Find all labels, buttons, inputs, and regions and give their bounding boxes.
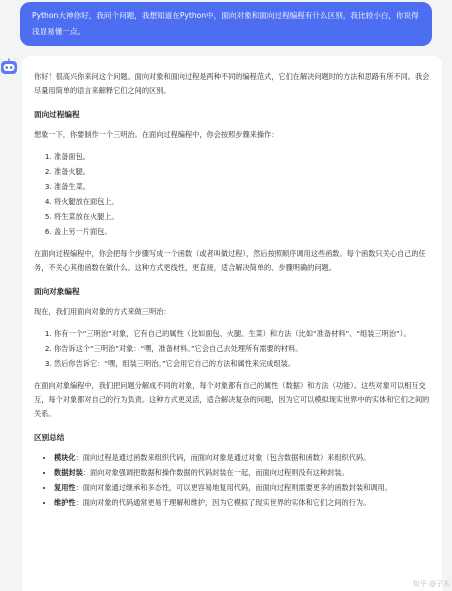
oop-lead: 现在，我们用面向对象的方式来做三明治： — [34, 307, 171, 316]
robot-assistant-icon — [0, 58, 18, 76]
section-heading-procedural: 面向过程编程 — [34, 110, 80, 119]
list-item: 2. 你告诉这个“三明治”对象：“嘿，准备材料。”它会自己去处理所有需要的材料。 — [54, 342, 430, 356]
list-item: 4. 将火腿放在面包上。 — [54, 195, 430, 209]
user-question-bubble — [20, 2, 432, 46]
diff-text: ：面向对象通过继承和多态性，可以更容易地复用代码，而面向过程则需要更多的函数封装和调用。 — [75, 483, 392, 492]
oop-summary: 在面向对象编程中，我们把问题分解成不同的对象，每个对象都有自己的属性（数据）和方法（功能）。这些对象可以相互交互，每个对象都对自己的行为负责。这种方式更灵活，适合解决复杂的问题，因为它可以模拟现实世界中的实体和它们之间的关系。 — [34, 381, 430, 418]
list-item — [54, 451, 430, 465]
diff-term: 维护性 — [54, 498, 76, 507]
list-item: 2. 准备火腿。 — [54, 165, 430, 179]
procedural-lead: 想象一下，你要制作一个三明治。在面向过程编程中，你会按照步骤来操作： — [34, 130, 279, 139]
diff-term: 数据封装 — [54, 468, 83, 477]
list-item: 1. 准备面包。 — [54, 150, 430, 164]
list-item: 3. 准备生菜。 — [54, 180, 430, 194]
list-item: 6. 盖上另一片面包。 — [54, 225, 430, 239]
section-heading-oop: 面向对象编程 — [34, 287, 80, 296]
diff-text: ：面向过程是通过函数来组织代码，而面向对象是通过对象（包含数据和函数）来组织代码。 — [75, 453, 371, 462]
oop-steps — [34, 327, 430, 371]
list-item: 3. 然后你告诉它：“嘿，组装三明治。”它会用它自己的方法和属性来完成组装。 — [54, 357, 430, 371]
list-item — [54, 496, 430, 510]
list-item — [54, 481, 430, 495]
procedural-summary: 在面向过程编程中，你会把每个步骤写成一个函数（或者叫做过程），然后按照顺序调用这些函数。每个函数只关心自己的任务，不关心其他函数在做什么。这种方式更线性，更直接，适合解决简单的、步骤明确的问题。 — [34, 249, 426, 272]
diff-list — [34, 451, 430, 510]
list-item — [54, 466, 430, 480]
procedural-steps — [34, 150, 430, 239]
watermark: 知乎 @子木 — [412, 580, 450, 588]
user-question-text: Python大神你好，我问个问题，我想知道在Python中，面向对象和面向过程编程有什么区别，我比较小白，你说得浅显易懂一点。 — [32, 11, 419, 36]
diff-text: ：面向对象的代码通常更易于理解和维护，因为它模拟了现实世界的实体和它们之间的行为。 — [75, 498, 371, 507]
list-item: 5. 将生菜放在火腿上。 — [54, 210, 430, 224]
diff-term: 复用性 — [54, 483, 76, 492]
assistant-answer — [22, 56, 442, 591]
answer-intro: 你好！很高兴你来问这个问题。面向对象和面向过程是两种不同的编程范式，它们在解决问题时的方法和思路有所不同。我会尽量用简单的语言来解释它们之间的区别。 — [34, 72, 430, 95]
section-heading-diff: 区别总结 — [34, 433, 65, 442]
diff-text: ：面向对象强调把数据和操作数据的代码封装在一起，而面向过程则没有这种封装。 — [82, 468, 349, 477]
list-item: 1. 你有一个“三明治”对象，它有自己的属性（比如面包、火腿、生菜）和方法（比如“准备材料”、“组装三明治”）。 — [54, 327, 430, 341]
diff-term: 模块化 — [54, 453, 76, 462]
